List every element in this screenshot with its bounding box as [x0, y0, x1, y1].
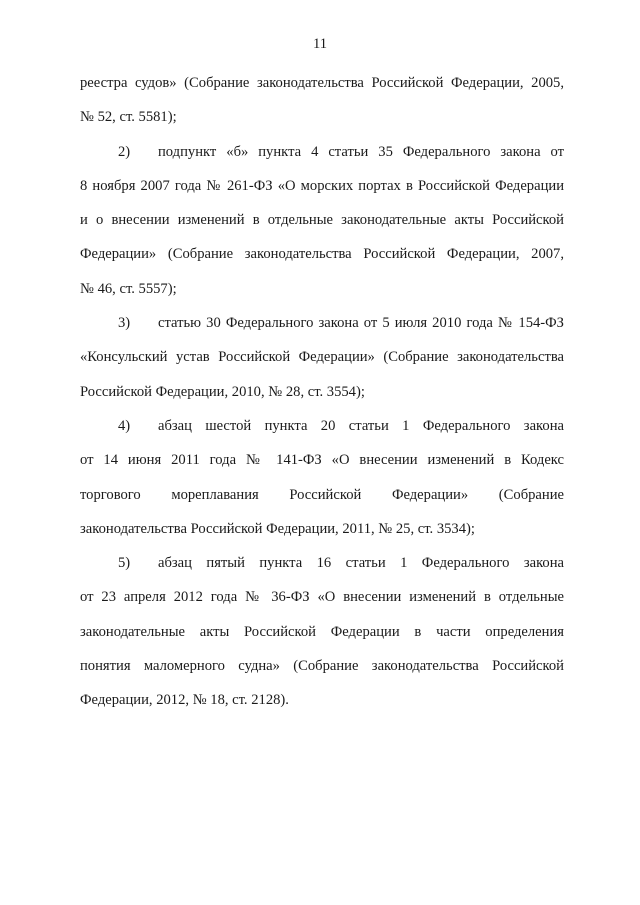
list-item-3: [80, 312, 564, 415]
text-line: понятия маломерного судна» (Собрание законодательства Российской: [80, 658, 564, 675]
text-line: Федерации» (Собрание законодательства Российской Федерации, 2007,: [80, 246, 564, 263]
line-text: абзац шестой пункта 20 статьи 1 Федерального закона: [158, 417, 564, 434]
text-line: «Консульский устав Российской Федерации» (Собрание законодательства: [80, 349, 564, 366]
text-line: [80, 141, 564, 175]
text-line: [80, 415, 564, 449]
item-number: 3): [118, 315, 131, 332]
paragraph-continuation: [80, 72, 564, 141]
list-item-4: [80, 415, 564, 552]
text-line: № 52, ст. 5581);: [80, 109, 177, 126]
line-text: абзац пятый пункта 16 статьи 1 Федерального закона: [158, 555, 564, 572]
document-body: [80, 72, 564, 724]
item-number: 5): [118, 555, 131, 572]
list-item-5: [80, 552, 564, 723]
text-line: законодательства Российской Федерации, 2011, № 25, ст. 3534);: [80, 520, 475, 537]
line-text: статью 30 Федерального закона от 5 июля 2010 года № 154-ФЗ: [158, 315, 564, 332]
text-line: № 46, ст. 5557);: [80, 280, 177, 297]
list-item-2: [80, 141, 564, 312]
text-line: [80, 552, 564, 586]
text-line: от 23 апреля 2012 года № 36-ФЗ «О внесении изменений в отдельные: [80, 589, 564, 606]
text-line: [80, 312, 564, 346]
page-number: 11: [312, 36, 328, 52]
text-line: реестра судов» (Собрание законодательства Российской Федерации, 2005,: [80, 75, 564, 91]
text-line: законодательные акты Российской Федерации в части определения: [80, 623, 564, 640]
text-line: торгового мореплавания Российской Федерации» (Собрание: [80, 486, 564, 503]
text-line: Федерации, 2012, № 18, ст. 2128).: [80, 692, 289, 709]
text-line: и о внесении изменений в отдельные законодательные акты Российской: [80, 212, 564, 229]
text-line: 8 ноября 2007 года № 261-ФЗ «О морских портах в Российской Федерации: [80, 177, 564, 194]
line-text: подпункт «б» пункта 4 статьи 35 Федерального закона от: [158, 143, 564, 160]
item-number: 2): [118, 143, 131, 160]
item-number: 4): [118, 417, 131, 434]
text-line: Российской Федерации, 2010, № 28, ст. 3554);: [80, 383, 365, 400]
text-line: от 14 июня 2011 года № 141-ФЗ «О внесении изменений в Кодекс: [80, 452, 564, 469]
